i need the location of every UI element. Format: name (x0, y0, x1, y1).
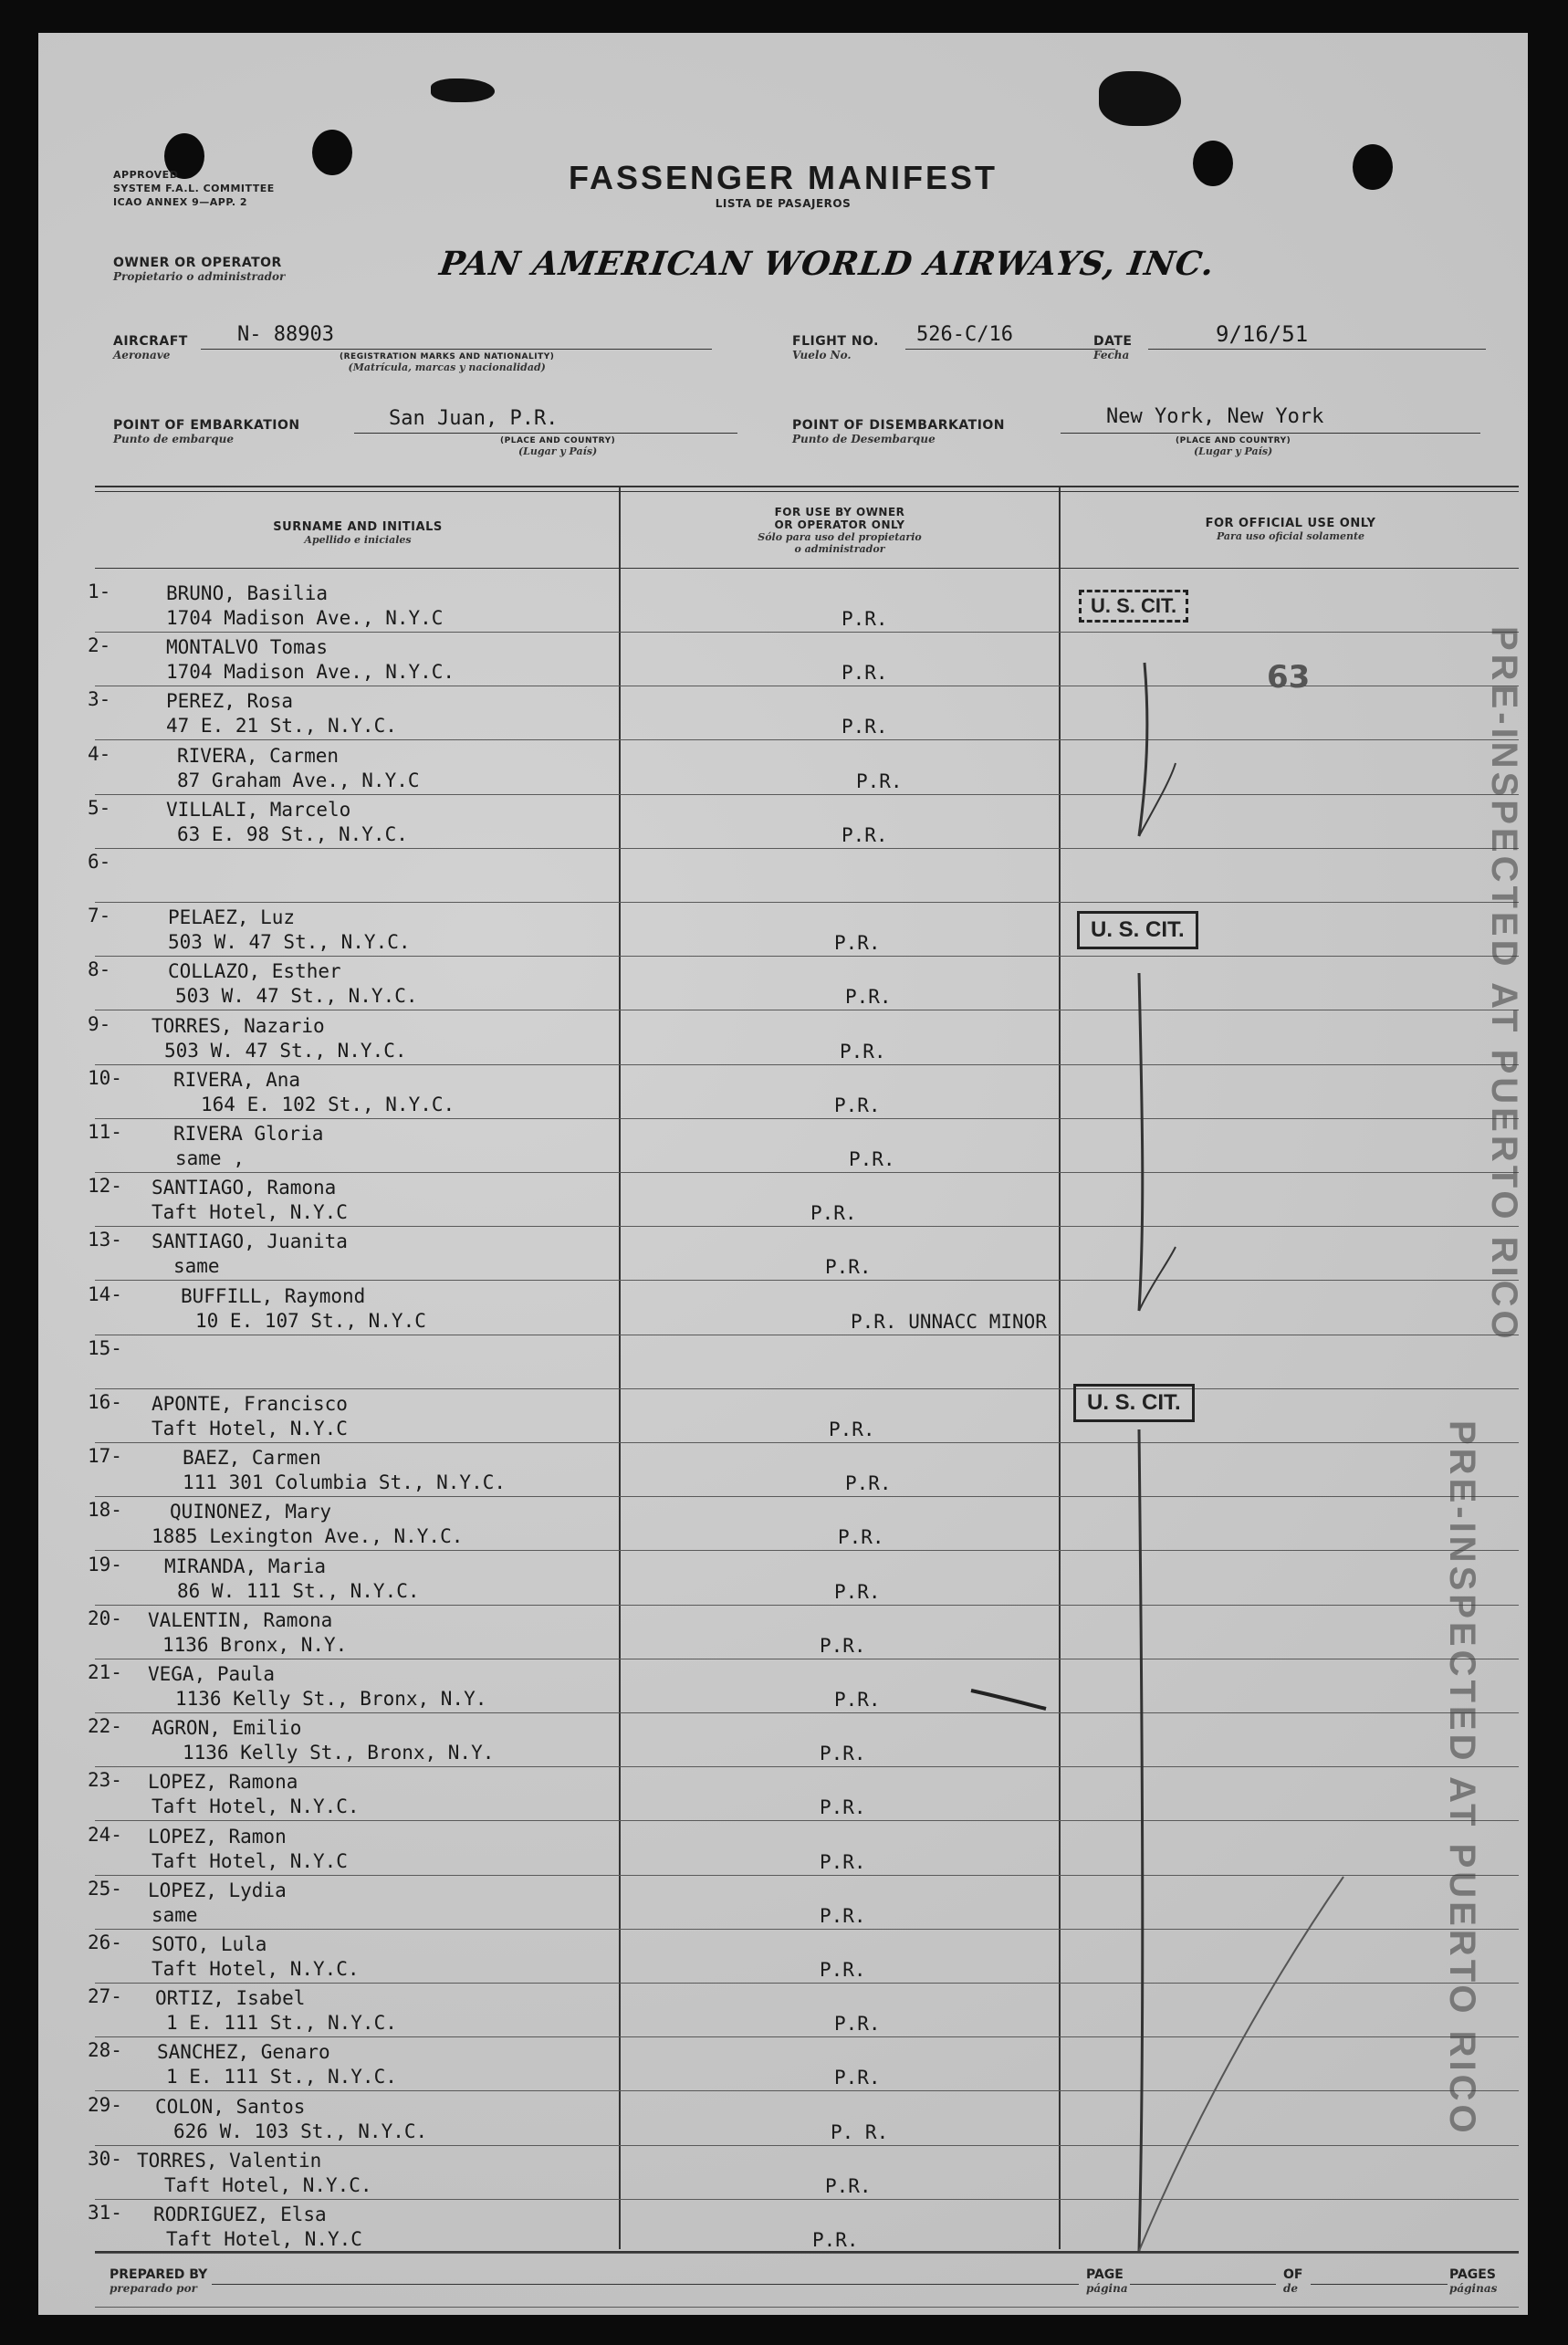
pre-inspected-stamp: PRE-INSPECTED AT PUERTO RICO (1484, 626, 1524, 1343)
passenger-address: 164 E. 102 St., N.Y.C. (201, 1094, 455, 1115)
passenger-name: RIVERA, Ana (173, 1069, 301, 1091)
row-number: 27- (88, 1985, 122, 2007)
row-number: 11- (88, 1121, 122, 1143)
page-block (1086, 2267, 1128, 2295)
passenger-name: SANCHEZ, Genaro (157, 2041, 330, 2063)
passenger-address: 1 E. 111 St., N.Y.C. (166, 2066, 397, 2088)
col-header-surname-label: SURNAME AND INITIALS (273, 520, 443, 534)
page-subtitle: LISTA DE PASAJEROS (715, 197, 852, 210)
of-line (1311, 2284, 1448, 2285)
row-number: 18- (88, 1499, 122, 1521)
owner-mark: P.R. (849, 1148, 895, 1170)
passenger-name: TORRES, Nazario (152, 1015, 325, 1037)
owner-label-es: Propietario o administrador (113, 270, 286, 283)
passenger-name: VALENTIN, Ramona (148, 1609, 333, 1631)
passenger-address: 1704 Madison Ave., N.Y.C. (166, 661, 455, 683)
embarkation-sub-label-es: (Lugar y País) (517, 445, 598, 457)
flight-label-es: Vuelo No. (792, 349, 852, 361)
owner-mark: P.R. (834, 1689, 881, 1711)
embarkation-value: San Juan, P.R. (389, 407, 559, 430)
disembarkation-value: New York, New York (1106, 405, 1324, 428)
passenger-name: RIVERA Gloria (173, 1123, 324, 1145)
owner-mark: P.R. (820, 1959, 866, 1981)
owner-mark: P.R. (834, 1094, 881, 1116)
passenger-address: 87 Graham Ave., N.Y.C (177, 769, 420, 791)
row-number: 24- (88, 1824, 122, 1846)
owner-mark: P.R. (845, 986, 892, 1008)
passenger-address: 503 W. 47 St., N.Y.C. (164, 1040, 407, 1062)
owner-mark: P.R. (820, 1796, 866, 1818)
passenger-name: COLON, Santos (155, 2096, 306, 2118)
passenger-name: SANTIAGO, Ramona (152, 1177, 337, 1199)
passenger-address: 626 W. 103 St., N.Y.C. (173, 2120, 428, 2142)
row-number: 19- (88, 1554, 122, 1576)
passenger-address: Taft Hotel, N.Y.C. (164, 2174, 372, 2196)
handwritten-count: 63 (1267, 659, 1311, 696)
owner-mark: P.R. (834, 2067, 881, 2089)
date-label: DATE (1093, 334, 1133, 349)
passenger-name: MONTALVO Tomas (166, 636, 329, 658)
approval-line: APPROVED (113, 169, 179, 181)
col-header-official-label: FOR OFFICIAL USE ONLY (1205, 517, 1376, 530)
footer-top-rule (95, 2251, 1519, 2253)
embarkation-label: POINT OF EMBARKATION (113, 418, 300, 433)
of-block (1283, 2267, 1302, 2295)
passenger-address: 47 E. 21 St., N.Y.C. (166, 715, 397, 737)
prepared-by-label-es: preparado por (110, 2282, 197, 2295)
airline-name: PAN AMERICAN WORLD AIRWAYS, INC. (437, 245, 1218, 283)
passenger-address: Taft Hotel, N.Y.C (152, 1850, 348, 1872)
row-number: 14- (88, 1283, 122, 1305)
passenger-name: PELAEZ, Luz (168, 906, 296, 928)
aircraft-value: N- 88903 (237, 323, 334, 346)
passenger-address: 10 E. 107 St., N.Y.C (195, 1310, 426, 1332)
flight-value: 526-C/16 (916, 323, 1013, 346)
passenger-name: RIVERA, Carmen (177, 745, 340, 767)
passenger-name: RODRIGUEZ, Elsa (153, 2204, 327, 2225)
us-cit-stamp: U. S. CIT. (1077, 911, 1198, 949)
prepared-by-label: PREPARED BY (110, 2267, 208, 2282)
passenger-name: LOPEZ, Lydia (148, 1879, 287, 1901)
row-number: 1- (88, 581, 111, 602)
owner-mark: P.R. (820, 1851, 866, 1873)
row-number: 5- (88, 797, 111, 819)
passenger-name: BUFFILL, Raymond (181, 1285, 366, 1307)
passenger-address: 63 E. 98 St., N.Y.C. (177, 823, 408, 845)
passenger-name: VEGA, Paula (148, 1663, 276, 1685)
passenger-name: PEREZ, Rosa (166, 690, 294, 712)
page-label: PAGE (1086, 2267, 1124, 2282)
pre-inspected-stamp: PRE-INSPECTED AT PUERTO RICO (1442, 1420, 1482, 2137)
passenger-address: Taft Hotel, N.Y.C (152, 1418, 348, 1439)
passenger-address: Taft Hotel, N.Y.C. (152, 1958, 360, 1980)
col-header-owner-1: FOR USE BY OWNER (774, 506, 905, 518)
col-header-owner-es-2: o administrador (794, 543, 885, 555)
row-number: 10- (88, 1067, 122, 1089)
row-number: 28- (88, 2039, 122, 2061)
passenger-address: same (173, 1255, 220, 1277)
owner-mark: P.R. (841, 608, 888, 630)
owner-mark: P.R. (834, 2013, 881, 2035)
passenger-name: COLLAZO, Esther (168, 960, 341, 982)
owner-mark: P.R. UNNACC MINOR (851, 1311, 1047, 1333)
page-title: FASSENGER MANIFEST (568, 159, 998, 196)
row-number: 15- (88, 1337, 122, 1359)
row-number: 13- (88, 1229, 122, 1251)
row-number: 31- (88, 2202, 122, 2224)
passenger-name: TORRES, Valentin (137, 2150, 322, 2172)
row-number: 23- (88, 1769, 122, 1791)
disembarkation-label-es: Punto de Desembarque (792, 433, 936, 445)
owner-mark: P.R. (829, 1419, 875, 1440)
us-cit-stamp: U. S. CIT. (1073, 1384, 1195, 1422)
col-header-owner-es-1: Sólo para uso del propietario (758, 531, 922, 543)
manifest-sheet (38, 33, 1528, 2315)
date-value: 9/16/51 (1216, 321, 1309, 347)
row-number: 4- (88, 743, 111, 765)
flight-label: FLIGHT NO. (792, 334, 879, 349)
row-number: 16- (88, 1391, 122, 1413)
pages-label: PAGES (1449, 2267, 1496, 2282)
page-line (1130, 2284, 1276, 2285)
owner-mark: P.R. (834, 1581, 881, 1603)
embarkation-sub-label: (PLACE AND COUNTRY) (500, 436, 616, 445)
page-label-es: página (1086, 2282, 1128, 2295)
passenger-name: ORTIZ, Isabel (155, 1987, 306, 2009)
row-number: 22- (88, 1715, 122, 1737)
row-number: 21- (88, 1661, 122, 1683)
owner-mark: P.R. (845, 1472, 892, 1494)
aircraft-sub-label: (REGISTRATION MARKS AND NATIONALITY) (340, 352, 555, 361)
row-number: 7- (88, 905, 111, 926)
owner-mark: P.R. (812, 2229, 859, 2251)
owner-label: OWNER OR OPERATOR (113, 256, 282, 270)
date-label-es: Fecha (1093, 349, 1130, 361)
owner-mark: P.R. (856, 770, 903, 792)
passenger-address: 1136 Kelly St., Bronx, N.Y. (183, 1742, 495, 1764)
owner-mark: P.R. (840, 1041, 886, 1063)
passenger-name: SANTIAGO, Juanita (152, 1230, 348, 1252)
passenger-address: 1885 Lexington Ave., N.Y.C. (152, 1525, 464, 1547)
row-number: 29- (88, 2094, 122, 2116)
passenger-name: APONTE, Francisco (152, 1393, 348, 1415)
row-number: 12- (88, 1175, 122, 1197)
row-number: 3- (88, 688, 111, 710)
pencil-marks (38, 33, 1528, 2315)
passenger-name: LOPEZ, Ramon (148, 1826, 287, 1848)
owner-mark: P.R. (825, 2175, 872, 2197)
owner-mark: P.R. (841, 824, 888, 846)
passenger-address: Taft Hotel, N.Y.C. (152, 1795, 360, 1817)
passenger-name: BRUNO, Basilia (166, 582, 329, 604)
passenger-name: LOPEZ, Ramona (148, 1771, 298, 1793)
passenger-address: 1704 Madison Ave., N.Y.C (166, 607, 444, 629)
passenger-name: AGRON, Emilio (152, 1717, 302, 1739)
pages-block (1449, 2267, 1497, 2295)
row-number: 2- (88, 634, 111, 656)
passenger-address: 1136 Kelly St., Bronx, N.Y. (175, 1688, 487, 1710)
row-number: 20- (88, 1607, 122, 1629)
owner-mark: P.R. (820, 1905, 866, 1927)
row-number: 30- (88, 2148, 122, 2170)
passenger-address: 111 301 Columbia St., N.Y.C. (183, 1471, 507, 1493)
passenger-address: same , (175, 1147, 245, 1169)
row-number: 8- (88, 958, 111, 980)
pages-label-es: páginas (1449, 2282, 1498, 2295)
col-header-owner-2: OR OPERATOR ONLY (774, 518, 905, 531)
owner-mark: P. R. (831, 2121, 889, 2143)
disembarkation-sub-label-es: (Lugar y País) (1193, 445, 1273, 457)
prepared-by-line (212, 2284, 1079, 2285)
of-label: OF (1283, 2267, 1303, 2282)
passenger-name: SOTO, Lula (152, 1933, 267, 1955)
passenger-address: same (152, 1904, 198, 1926)
passenger-address: Taft Hotel, N.Y.C (166, 2228, 362, 2250)
col-header-official-es: Para uso oficial solamente (1216, 530, 1365, 542)
passenger-address: 86 W. 111 St., N.Y.C. (177, 1580, 420, 1602)
embarkation-label-es: Punto de embarque (113, 433, 234, 445)
disembarkation-sub-label: (PLACE AND COUNTRY) (1176, 436, 1291, 445)
owner-mark: P.R. (820, 1743, 866, 1764)
passenger-address: 503 W. 47 St., N.Y.C. (168, 931, 411, 953)
col-header-surname-es: Apellido e iniciales (304, 534, 412, 546)
approval-line: ICAO ANNEX 9—APP. 2 (113, 196, 248, 208)
passenger-address: 1 E. 111 St., N.Y.C. (166, 2012, 397, 2034)
of-label-es: de (1283, 2282, 1299, 2295)
disembarkation-label: POINT OF DISEMBARKATION (792, 418, 1006, 433)
owner-mark: P.R. (834, 932, 881, 954)
aircraft-sub-label-es: (Matrícula, marcas y nacionalidad) (348, 361, 546, 373)
passenger-address: 1136 Bronx, N.Y. (162, 1634, 348, 1656)
owner-mark: P.R. (841, 662, 888, 684)
owner-mark: P.R. (838, 1526, 884, 1548)
row-number: 6- (88, 851, 111, 873)
row-number: 17- (88, 1445, 122, 1467)
passenger-name: MIRANDA, Maria (164, 1555, 327, 1577)
passenger-name: QUINONEZ, Mary (170, 1501, 332, 1523)
aircraft-label: AIRCRAFT (113, 334, 188, 349)
owner-mark: P.R. (841, 716, 888, 738)
passenger-name: BAEZ, Carmen (183, 1447, 321, 1469)
approval-line: SYSTEM F.A.L. COMMITTEE (113, 183, 275, 194)
owner-mark: P.R. (820, 1635, 866, 1657)
passenger-address: 503 W. 47 St., N.Y.C. (175, 985, 418, 1007)
passenger-address: Taft Hotel, N.Y.C (152, 1201, 348, 1223)
owner-mark: P.R. (825, 1256, 872, 1278)
owner-mark: P.R. (810, 1202, 857, 1224)
row-number: 9- (88, 1013, 111, 1035)
row-number: 26- (88, 1931, 122, 1953)
row-number: 25- (88, 1878, 122, 1900)
prepared-by-block (110, 2267, 207, 2295)
aircraft-label-es: Aeronave (113, 349, 171, 361)
passenger-name: VILLALI, Marcelo (166, 799, 351, 821)
us-cit-stamp: U. S. CIT. (1079, 590, 1188, 623)
